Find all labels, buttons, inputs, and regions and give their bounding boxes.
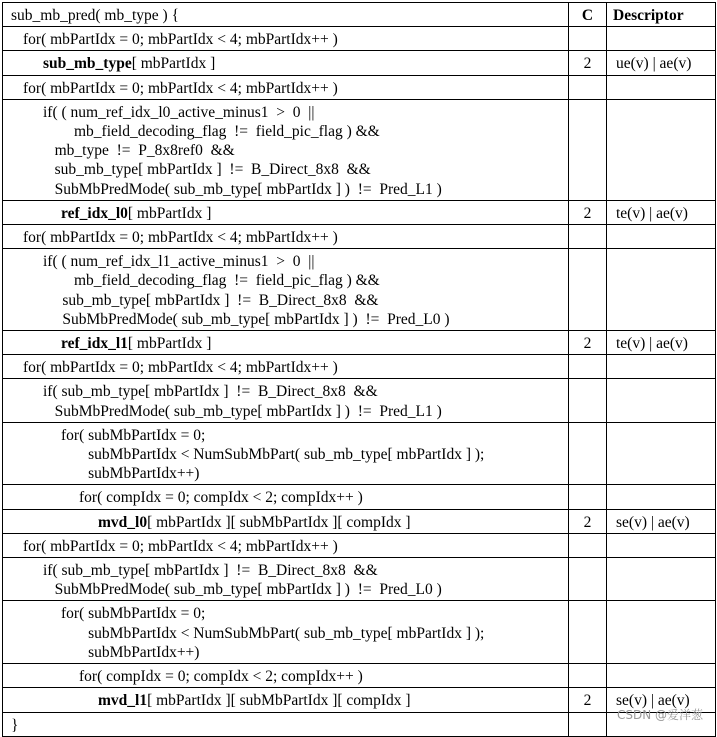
syntax-code-cell (3, 355, 569, 379)
descriptor-cell: te(v) | ae(v) (607, 331, 716, 355)
code-line: SubMbPredMode( sub_mb_type[ mbPartIdx ] ) != Pred_L0 ) (43, 581, 442, 599)
syntax-element-cell (3, 51, 569, 75)
syntax-code-cell (3, 485, 569, 509)
code-line: subMbPartIdx < NumSubMbPart( sub_mb_type[ mbPartIdx ] ); (61, 624, 485, 642)
syntax-element-index: [ mbPartIdx ] (127, 335, 212, 353)
code-line: mb_type != P_8x8ref0 && (43, 142, 235, 160)
syntax-code-cell (3, 27, 569, 51)
descriptor-cell (607, 558, 716, 601)
table-row (3, 688, 716, 712)
descriptor-cell: se(v) | ae(v) (607, 509, 716, 533)
code-line: if( ( num_ref_idx_l0_active_minus1 > 0 || (43, 103, 315, 121)
code-line: SubMbPredMode( sub_mb_type[ mbPartIdx ] ) != Pred_L1 ) (43, 402, 442, 420)
descriptor-cell (607, 249, 716, 331)
category-cell: 2 (569, 200, 607, 224)
table-row (3, 75, 716, 99)
category-cell: 2 (569, 51, 607, 75)
table-row (3, 200, 716, 224)
code-line: mb_field_decoding_flag != field_pic_flag ) && (43, 272, 380, 290)
code-line: for( mbPartIdx = 0; mbPartIdx < 4; mbPartIdx++ ) (23, 229, 338, 247)
descriptor-cell: ue(v) | ae(v) (607, 51, 716, 75)
descriptor-cell (607, 75, 716, 99)
table-row (3, 712, 716, 736)
table-row (3, 601, 716, 664)
syntax-element-index: [ mbPartIdx ][ subMbPartIdx ][ compIdx ] (147, 692, 411, 710)
code-line: SubMbPredMode( sub_mb_type[ mbPartIdx ] ) != Pred_L0 ) (43, 310, 450, 328)
syntax-code-cell (3, 422, 569, 485)
descriptor-cell (607, 601, 716, 664)
column-header-c: C (569, 3, 607, 27)
table-row (3, 485, 716, 509)
descriptor-cell (607, 422, 716, 485)
code-line: for( compIdx = 0; compIdx < 2; compIdx++ ) (79, 489, 363, 507)
syntax-code-cell (3, 601, 569, 664)
syntax-element-cell (3, 200, 569, 224)
category-cell (569, 712, 607, 736)
syntax-code-cell (3, 249, 569, 331)
column-header-descriptor: Descriptor (607, 3, 716, 27)
code-line: SubMbPredMode( sub_mb_type[ mbPartIdx ] ) != Pred_L1 ) (43, 180, 442, 198)
syntax-code-cell (3, 99, 569, 200)
code-line: subMbPartIdx++) (61, 465, 200, 483)
syntax-element-name: ref_idx_l1 (61, 335, 128, 353)
descriptor-cell (607, 27, 716, 51)
code-line: for( subMbPartIdx = 0; (61, 605, 206, 623)
table-row (3, 533, 716, 557)
category-cell (569, 379, 607, 422)
syntax-element-cell (3, 688, 569, 712)
syntax-element-cell (3, 331, 569, 355)
category-cell: 2 (569, 509, 607, 533)
syntax-element-cell (3, 509, 569, 533)
syntax-code-cell (3, 533, 569, 557)
table-row (3, 558, 716, 601)
descriptor-cell (607, 99, 716, 200)
syntax-table (2, 2, 716, 737)
code-line: sub_mb_type[ mbPartIdx ] != B_Direct_8x8 && (43, 291, 379, 309)
descriptor-cell: te(v) | ae(v) (607, 200, 716, 224)
category-cell (569, 601, 607, 664)
table-row (3, 664, 716, 688)
table-row (3, 331, 716, 355)
category-cell (569, 355, 607, 379)
code-line: } (11, 716, 19, 734)
category-cell (569, 533, 607, 557)
category-cell (569, 249, 607, 331)
code-line: for( compIdx = 0; compIdx < 2; compIdx++ ) (79, 668, 363, 686)
category-cell (569, 558, 607, 601)
table-row (3, 249, 716, 331)
syntax-code-cell (3, 379, 569, 422)
syntax-element-index: [ mbPartIdx ][ subMbPartIdx ][ compIdx ] (147, 513, 411, 531)
category-cell (569, 27, 607, 51)
syntax-element-index: [ mbPartIdx ] (131, 55, 216, 73)
descriptor-cell (607, 225, 716, 249)
code-line: if( ( num_ref_idx_l1_active_minus1 > 0 || (43, 253, 315, 271)
code-line: for( mbPartIdx = 0; mbPartIdx < 4; mbPartIdx++ ) (23, 537, 338, 555)
syntax-code-cell (3, 75, 569, 99)
header-row (3, 3, 716, 27)
syntax-code-cell (3, 664, 569, 688)
table-row (3, 27, 716, 51)
category-cell (569, 664, 607, 688)
syntax-code-cell (3, 225, 569, 249)
category-cell: 2 (569, 331, 607, 355)
code-line: for( mbPartIdx = 0; mbPartIdx < 4; mbPartIdx++ ) (23, 79, 338, 97)
table-row (3, 51, 716, 75)
table-row (3, 99, 716, 200)
code-line: subMbPartIdx < NumSubMbPart( sub_mb_type[ mbPartIdx ] ); (61, 446, 485, 464)
category-cell (569, 225, 607, 249)
descriptor-cell: se(v) | ae(v) (607, 688, 716, 712)
syntax-element-name: mvd_l0 (98, 513, 148, 531)
syntax-element-name: sub_mb_type (43, 55, 132, 73)
code-line: for( mbPartIdx = 0; mbPartIdx < 4; mbPartIdx++ ) (23, 31, 338, 49)
syntax-element-name: ref_idx_l0 (61, 204, 128, 222)
category-cell: 2 (569, 688, 607, 712)
code-line: if( sub_mb_type[ mbPartIdx ] != B_Direct_8x8 && (43, 562, 378, 580)
code-line: sub_mb_type[ mbPartIdx ] != B_Direct_8x8 && (43, 161, 371, 179)
descriptor-cell (607, 533, 716, 557)
syntax-element-index: [ mbPartIdx ] (127, 204, 212, 222)
category-cell (569, 75, 607, 99)
table-row (3, 422, 716, 485)
descriptor-cell (607, 664, 716, 688)
code-line: for( subMbPartIdx = 0; (61, 426, 206, 444)
category-cell (569, 485, 607, 509)
syntax-element-name: mvd_l1 (98, 692, 148, 710)
watermark: CSDN @爱洋葱 (616, 708, 703, 722)
table-row (3, 225, 716, 249)
table-row (3, 379, 716, 422)
descriptor-cell (607, 355, 716, 379)
table-row (3, 509, 716, 533)
code-line: for( mbPartIdx = 0; mbPartIdx < 4; mbPartIdx++ ) (23, 359, 338, 377)
descriptor-cell (607, 379, 716, 422)
category-cell (569, 99, 607, 200)
descriptor-cell (607, 485, 716, 509)
syntax-code-cell (3, 558, 569, 601)
syntax-code-cell (3, 712, 569, 736)
table-row (3, 355, 716, 379)
category-cell (569, 422, 607, 485)
code-line: if( sub_mb_type[ mbPartIdx ] != B_Direct_8x8 && (43, 383, 378, 401)
function-signature: sub_mb_pred( mb_type ) { (3, 3, 569, 27)
code-line: mb_field_decoding_flag != field_pic_flag ) && (43, 123, 380, 141)
code-line: subMbPartIdx++) (61, 643, 200, 661)
